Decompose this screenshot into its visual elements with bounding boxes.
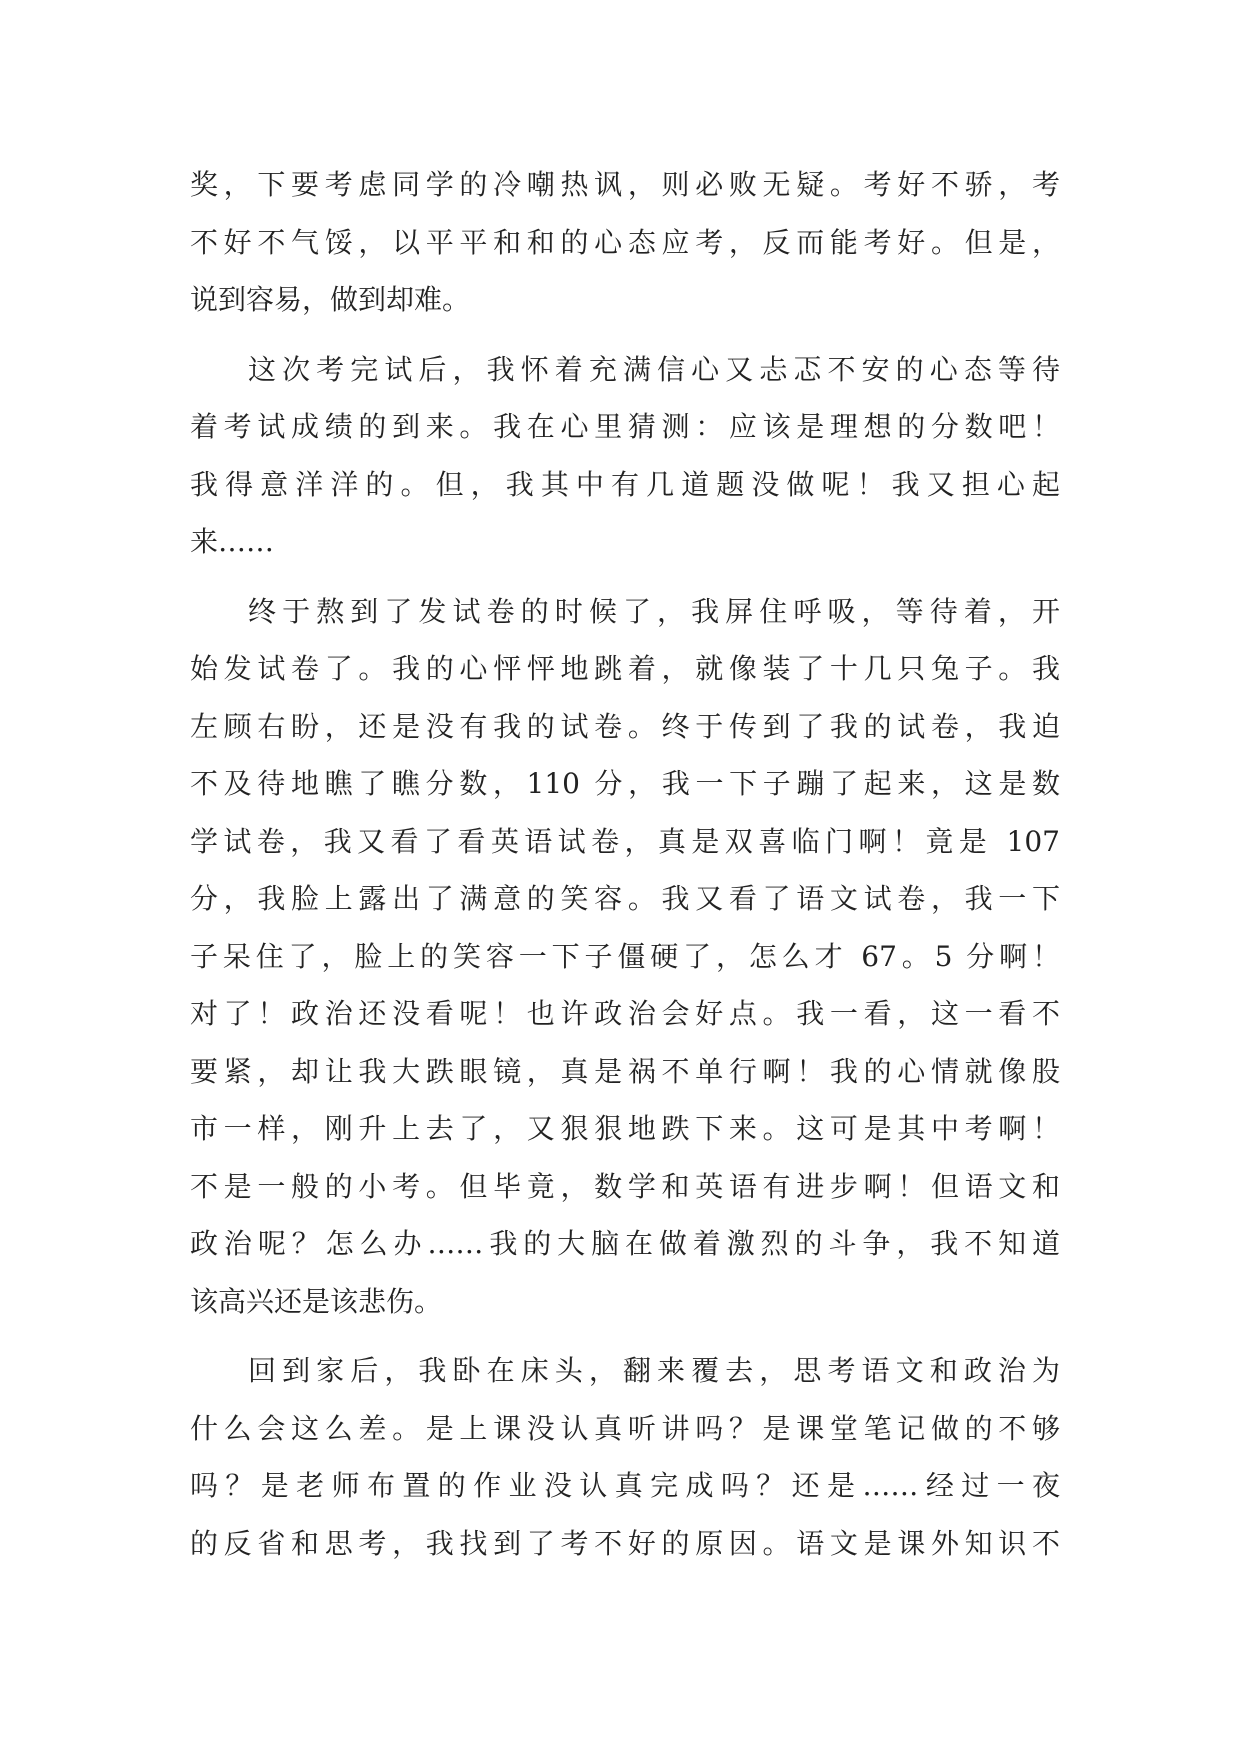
paragraph-2 [190,341,1060,571]
text-line: 对了！政治还没看呢！也许政治会好点。我一看，这一看不 [190,997,1060,1030]
text-line: 的反省和思考，我找到了考不好的原因。语文是课外知识不 [190,1526,1060,1560]
text-line: 政治呢？怎么办……我的大脑在做着激烈的斗争，我不知道 [190,1227,1060,1260]
text-line: 要紧，却让我大跌眼镜，真是祸不单行啊！我的心情就像股 [190,1054,1060,1088]
text-line: 着考试成绩的到来。我在心里猜测：应该是理想的分数吧！ [190,410,1060,443]
paragraph-3 [190,583,1060,1331]
text-line: 终于熬到了发试卷的时候了，我屏住呼吸，等待着，开 [248,594,1060,628]
text-line: 奖，下要考虑同学的冷嘲热讽，则必败无疑。考好不骄，考 [190,168,1060,201]
text-line: 左顾右盼，还是没有我的试卷。终于传到了我的试卷，我迫 [190,709,1060,743]
text-line: 始发试卷了。我的心怦怦地跳着，就像装了十几只兔子。我 [190,652,1060,685]
text-line: 该高兴还是该悲伤。 [190,1284,443,1318]
text-line: 什么会这么差。是上课没认真听讲吗？是课堂笔记做的不够 [190,1411,1060,1445]
text-line: 这次考完试后，我怀着充满信心又忐忑不安的心态等待 [248,352,1060,386]
text-line: 我得意洋洋的。但，我其中有几道题没做呢！我又担心起 [190,467,1060,501]
text-line: 分，我脸上露出了满意的笑容。我又看了语文试卷，我一下 [190,882,1060,915]
text-line: 吗？是老师布置的作业没认真完成吗？还是……经过一夜 [190,1469,1060,1502]
text-line: 不是一般的小考。但毕竟，数学和英语有进步啊！但语文和 [190,1169,1060,1203]
essay-body [190,156,1060,1572]
paragraph-1 [190,156,1060,329]
text-line: 回到家后，我卧在床头，翻来覆去，思考语文和政治为 [248,1354,1060,1387]
paragraph-spacer [190,329,1060,341]
paragraph-4 [190,1342,1060,1572]
text-line: 市一样，刚升上去了，又狠狠地跌下来。这可是其中考啊！ [190,1112,1060,1145]
paragraph-spacer [190,571,1060,583]
text-line: 来…… [190,525,275,558]
text-line: 说到容易，做到却难。 [190,283,471,316]
text-line: 学试卷，我又看了看英语试卷，真是双喜临门啊！竟是 107 [190,824,1060,858]
paragraph-spacer [190,1330,1060,1342]
text-line: 子呆住了，脸上的笑容一下子僵硬了，怎么才 67。5 分啊！ [190,939,1060,973]
text-line: 不好不气馁，以平平和和的心态应考，反而能考好。但是， [190,225,1060,259]
text-line: 不及待地瞧了瞧分数，110 分，我一下子蹦了起来，这是数 [190,767,1060,800]
